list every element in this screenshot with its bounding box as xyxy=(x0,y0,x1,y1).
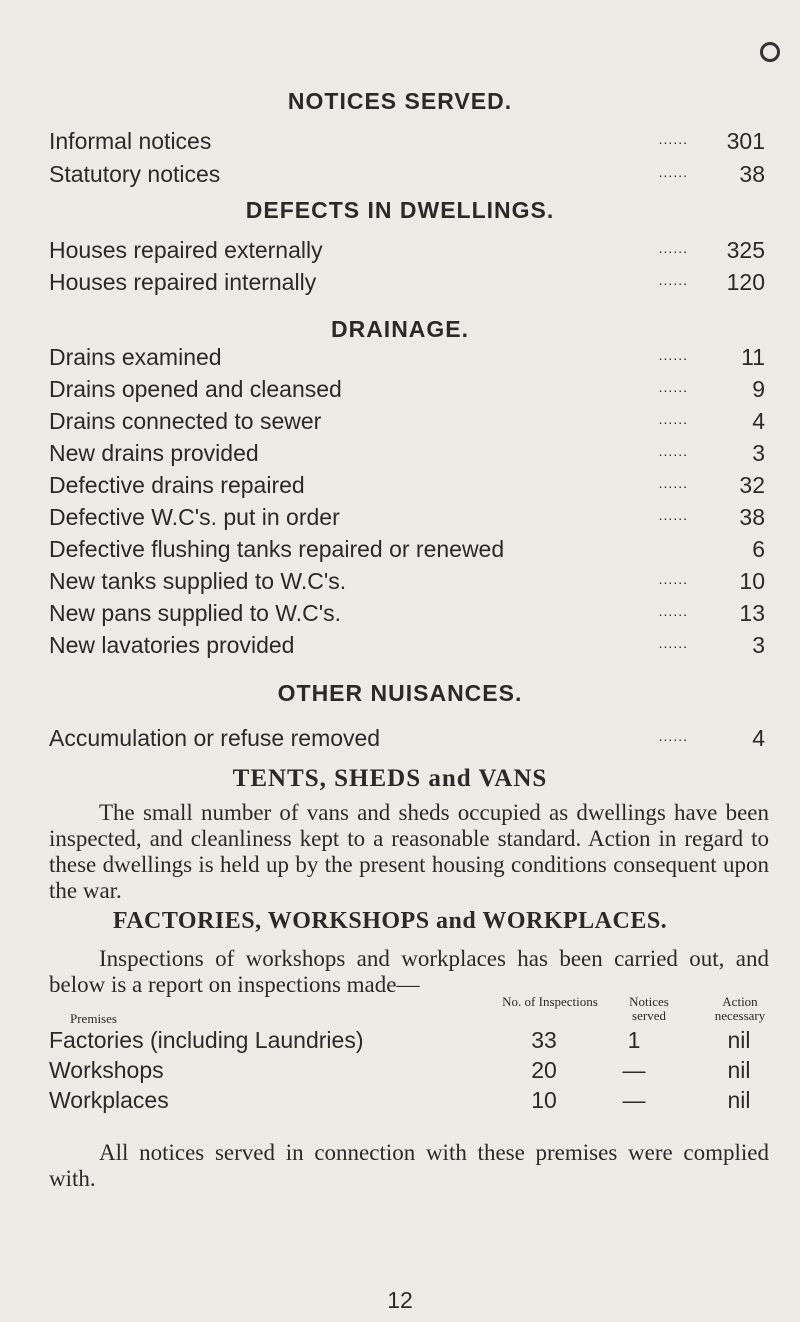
tents-heading: TENTS, SHEDS and VANS xyxy=(232,765,548,792)
leader-dots: ...... xyxy=(658,131,688,147)
drainage-row xyxy=(49,438,765,468)
leader-dots: ...... xyxy=(658,379,688,395)
notice-row-informal xyxy=(49,126,765,156)
tents-paragraph-text: The small number of vans and sheds occupied as dwellings have been inspected, and cleanliness kept to a reasonable standard. Action in regard to these dwellings is held up by the present housing conditions consequent upon the war. xyxy=(49,800,769,903)
row-label: Accumulation or refuse removed xyxy=(49,725,381,751)
drainage-row xyxy=(49,470,765,500)
defects-row-external xyxy=(49,235,765,265)
row-label: Drains opened and cleansed xyxy=(49,376,342,402)
leader-dots: ...... xyxy=(658,347,688,363)
page-number: 12 xyxy=(387,1287,413,1313)
inspections-cell: 10 xyxy=(531,1087,557,1113)
row-value: 6 xyxy=(752,536,765,562)
row-label: New drains provided xyxy=(49,440,259,466)
closing-text: All notices served in connection with these premises were complied with. xyxy=(49,1140,769,1191)
row-label: Informal notices xyxy=(49,128,212,154)
action-cell: nil xyxy=(727,1027,751,1053)
row-value: 11 xyxy=(741,344,765,370)
notices-cell: 1 xyxy=(627,1027,641,1053)
row-value: 9 xyxy=(752,376,765,402)
row-value: 3 xyxy=(752,632,765,658)
table-row xyxy=(49,1026,769,1054)
drainage-row xyxy=(49,374,765,404)
row-value: 4 xyxy=(752,408,765,434)
closing-paragraph xyxy=(49,1140,769,1192)
drainage-row xyxy=(49,406,765,436)
notices-cell: — xyxy=(622,1087,646,1113)
row-label: Statutory notices xyxy=(49,161,221,187)
premises-cell: Workplaces xyxy=(49,1087,169,1113)
col-action: Action necessary xyxy=(714,994,766,1023)
row-value: 38 xyxy=(739,504,765,530)
drainage-heading: DRAINAGE. xyxy=(330,316,470,342)
premises-cell: Workshops xyxy=(49,1057,164,1083)
notice-row-statutory xyxy=(49,159,765,189)
row-label: Defective flushing tanks repaired or renewed xyxy=(49,536,505,562)
drainage-row xyxy=(49,598,765,628)
tents-paragraph xyxy=(49,800,769,904)
leader-dots: ...... xyxy=(658,507,688,523)
defects-heading: DEFECTS IN DWELLINGS. xyxy=(245,197,555,223)
leader-dots: ...... xyxy=(658,164,688,180)
row-value: 301 xyxy=(726,128,765,154)
row-value: 325 xyxy=(726,237,765,263)
other-heading: OTHER NUISANCES. xyxy=(277,680,523,706)
factories-intro-text: Inspections of workshops and workplaces has been carried out, and below is a report on inspections made— xyxy=(49,946,769,997)
col-notices: Notices served xyxy=(629,994,669,1023)
leader-dots: ...... xyxy=(658,443,688,459)
drainage-row xyxy=(49,566,765,596)
inspections-cell: 33 xyxy=(531,1027,557,1053)
row-label: Defective W.C's. put in order xyxy=(49,504,340,530)
drainage-row xyxy=(49,342,765,372)
leader-dots: ...... xyxy=(658,272,688,288)
premises-cell: Factories (including Laundries) xyxy=(49,1027,364,1053)
notices-cell: — xyxy=(622,1057,646,1083)
row-value: 10 xyxy=(739,568,765,594)
drainage-row xyxy=(49,534,765,564)
table-row xyxy=(49,1056,769,1084)
notices-heading: NOTICES SERVED. xyxy=(287,88,513,114)
leader-dots: ...... xyxy=(658,635,688,651)
leader-dots: ...... xyxy=(658,571,688,587)
row-value: 13 xyxy=(739,600,765,626)
leader-dots: ...... xyxy=(658,411,688,427)
leader-dots: ...... xyxy=(658,603,688,619)
row-label: Houses repaired externally xyxy=(49,237,323,263)
factories-intro xyxy=(49,946,769,998)
row-label: New lavatories provided xyxy=(49,632,295,658)
inspections-cell: 20 xyxy=(531,1057,557,1083)
action-cell: nil xyxy=(727,1087,751,1113)
row-label: Defective drains repaired xyxy=(49,472,305,498)
row-value: 38 xyxy=(739,161,765,187)
factories-heading: FACTORIES, WORKSHOPS and WORKPLACES. xyxy=(112,908,668,934)
col-premises: Premises xyxy=(70,1011,117,1026)
binding-hole-mark xyxy=(760,42,780,62)
other-row xyxy=(49,723,765,753)
col-inspections: No. of Inspections xyxy=(502,994,598,1009)
row-value: 3 xyxy=(752,440,765,466)
row-label: Houses repaired internally xyxy=(49,269,317,295)
action-cell: nil xyxy=(727,1057,751,1083)
row-label: Drains examined xyxy=(49,344,222,370)
defects-row-internal xyxy=(49,267,765,297)
leader-dots: ...... xyxy=(658,475,688,491)
table-row xyxy=(49,1086,769,1114)
row-value: 120 xyxy=(726,269,765,295)
leader-dots: ...... xyxy=(658,240,688,256)
row-value: 4 xyxy=(752,725,765,751)
row-value: 32 xyxy=(739,472,765,498)
row-label: New tanks supplied to W.C's. xyxy=(49,568,347,594)
drainage-row xyxy=(49,630,765,660)
leader-dots: ...... xyxy=(658,728,688,744)
row-label: New pans supplied to W.C's. xyxy=(49,600,342,626)
row-label: Drains connected to sewer xyxy=(49,408,322,434)
drainage-row xyxy=(49,502,765,532)
